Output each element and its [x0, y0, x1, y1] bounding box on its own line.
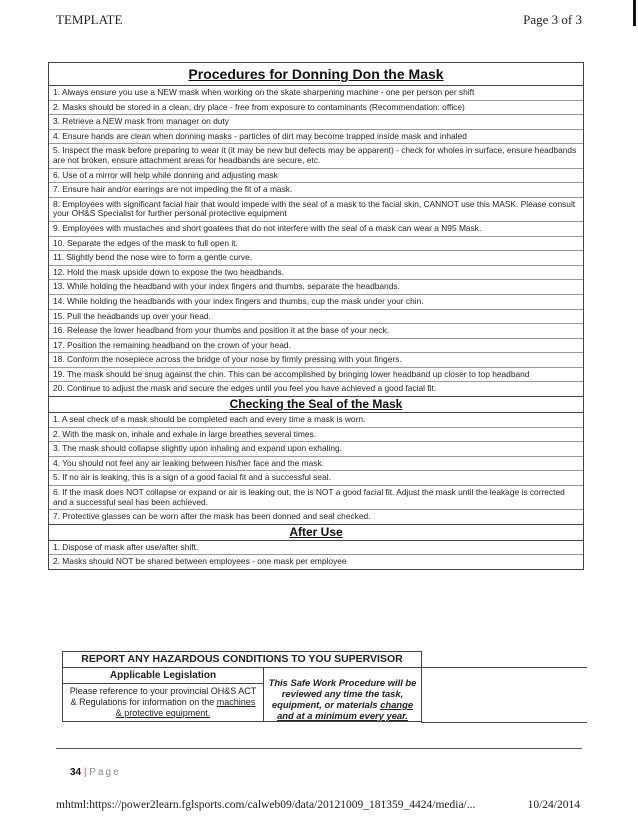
donning-step-2: 2. Masks should be stored in a clean, dry place - free from exposure to contaminants (Recommendation: office) — [49, 101, 583, 116]
donning-step-17: 17. Position the remaining headband on the crown of your head. — [49, 339, 583, 354]
scan-mark — [633, 0, 636, 26]
donning-step-1: 1. Always ensure you use a NEW mask when working on the skate sharpening machine - one per person per shift — [49, 86, 583, 101]
donning-step-9: 9. Employees with mustaches and short goatees that do not interfere with the seal of a mask can wear a N95 Mask. — [49, 222, 583, 237]
donning-step-11: 11. Slightly bend the nose wire to form a gentle curve. — [49, 251, 583, 266]
report-box — [62, 651, 422, 722]
seal-check-step-5: 5. If no air is leaking, this is a sign of a good facial fit and a successful seal. — [49, 471, 583, 486]
donning-step-18: 18. Conform the nosepiece across the bridge of your nose by firmly pressing with your fingers. — [49, 353, 583, 368]
donning-step-10: 10. Separate the edges of the mask to full open it. — [49, 237, 583, 252]
donning-step-16: 16. Release the lower headband from your thumbs and position it at the base of your neck. — [49, 324, 583, 339]
donning-step-15: 15. Pull the headbands up over your head. — [49, 310, 583, 325]
after-use-step-1: 1. Dispose of mask after use/after shift. — [49, 541, 583, 556]
legislation-column — [63, 668, 264, 721]
procedures-table — [48, 62, 584, 570]
seal-check-step-6: 6. If the mask does NOT collapse or expand or air is leaking out, the is NOT a good facial fit. Adjust the mask until the leakage is corrected and a successful seal has been achieved. — [49, 486, 583, 510]
donning-step-12: 12. Hold the mask upside down to expose the two headbands. — [49, 266, 583, 281]
legislation-text — [63, 684, 263, 720]
donning-step-8: 8. Employees with significant facial hair that would impede with the seal of a mask to the facial skin, CANNOT use this MASK. Please consult your OH&S Specialist for further personal protective equipment — [49, 198, 583, 222]
report-extension-line — [421, 667, 587, 668]
after-use-steps-list — [49, 541, 583, 569]
report-row — [63, 668, 421, 721]
header-page-count: Page 3 of 3 — [523, 12, 582, 27]
source-url: mhtml:https://power2learn.fglsports.com/calweb09/data/20121009_181359_4424/media/... — [56, 799, 476, 811]
report-extension-line-bottom — [421, 722, 587, 723]
page-number: 34 — [70, 767, 82, 778]
review-statement — [264, 668, 421, 721]
seal-check-steps-list — [49, 413, 583, 524]
seal-check-section-title: Checking the Seal of the Mask — [49, 396, 583, 413]
donning-step-4: 4. Ensure hands are clean when donning masks - particles of dirt may become trapped inside mask and inhaled — [49, 130, 583, 145]
header-template-label: TEMPLATE — [56, 12, 123, 27]
donning-step-6: 6. Use of a mirror will help while donning and adjusting mask — [49, 169, 583, 184]
seal-check-step-4: 4. You should not feel any air leaking between his/her face and the mask. — [49, 457, 583, 472]
page-separator: | — [83, 767, 87, 778]
review-text-line1: This Safe Work Procedure will be reviewed any time the task, equipment, or materials — [268, 677, 417, 710]
seal-check-step-1: 1. A seal check of a mask should be completed each and every time a mask is worn. — [49, 413, 583, 428]
donning-step-13: 13. While holding the headband with your index fingers and thumbs, separate the headbands. — [49, 280, 583, 295]
seal-check-step-3: 3. The mask should collapse slightly upon inhaling and expand upon exhaling. — [49, 442, 583, 457]
footer-divider — [56, 748, 582, 749]
donning-step-3: 3. Retrieve a NEW mask from manager on duty — [49, 115, 583, 130]
review-text-line2: change and at a minimum every year. — [277, 699, 414, 721]
page-word: Page — [89, 767, 121, 778]
donning-step-20: 20. Continue to adjust the mask and secure the edges until you feel you have achieved a good facial fit. — [53, 383, 437, 394]
after-use-section-title: After Use — [49, 524, 583, 541]
donning-step-19: 19. The mask should be snug against the chin. This can be accomplished by bringing lower headband up closer to top headband — [49, 368, 583, 383]
legislation-title: Applicable Legislation — [63, 668, 263, 684]
donning-step-14: 14. While holding the headbands with your index fingers and thumbs, cup the mask under your chin. — [49, 295, 583, 310]
print-date: 10/24/2014 — [527, 799, 580, 811]
donning-steps-list — [49, 86, 583, 396]
after-use-step-2: 2. Masks should NOT be shared between employees - one mask per employee — [53, 556, 347, 567]
report-hazard-title: REPORT ANY HAZARDOUS CONDITIONS TO YOU SUPERVISOR — [63, 652, 421, 668]
seal-check-step-2: 2. With the mask on, inhale and exhale in large breathes several times. — [49, 428, 583, 443]
seal-check-step-7: 7. Protective glasses can be worn after the mask has been donned and seal checked. — [53, 511, 371, 522]
page-number-label — [70, 767, 121, 778]
legislation-text-line2: machines & protective equipment. — [115, 697, 256, 718]
donning-step-7: 7. Ensure hair and/or earrings are not impeding the fit of a mask. — [49, 183, 583, 198]
donning-step-5: 5. Inspect the mask before preparing to wear it (it may be new but defects may be apparent) - check for wholes in surface, ensure headbands are not broken, ensure attachment areas for headbands are secure, etc. — [49, 144, 583, 168]
donning-section-title: Procedures for Donning Don the Mask — [49, 63, 583, 86]
legislation-text-line1: Please reference to your provincial OH&S ACT & Regulations for information on the — [69, 686, 257, 707]
